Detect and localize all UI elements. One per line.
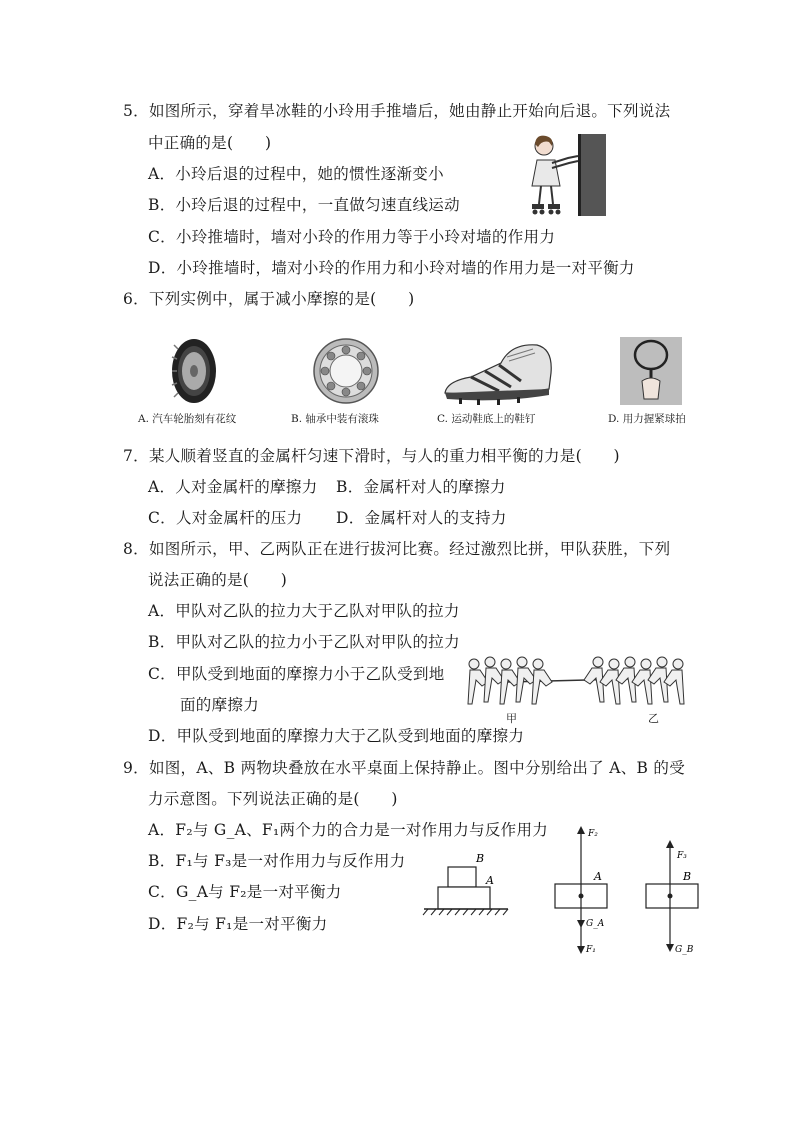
q7-option-d: D．金属杆对人的支持力 (336, 509, 507, 527)
label-gb: G_B (675, 945, 694, 955)
q9-stacked-blocks-figure (420, 845, 516, 917)
q6-caption-b: B. 轴承中装有滚珠 (291, 413, 379, 425)
q7-option-b: B．金属杆对人的摩擦力 (336, 478, 506, 496)
q8-option-c-line2: 面的摩擦力 (180, 696, 260, 714)
q9-option-a: A．F₂与 G_A、F₁两个力的合力是一对作用力与反作用力 (148, 821, 549, 839)
q9-option-b: B．F₁与 F₃是一对作用力与反作用力 (148, 852, 406, 870)
q5-stem-line2: 中正确的是( ) (148, 134, 272, 152)
q6-racket-grip-figure (620, 337, 682, 405)
label-b: B (476, 852, 485, 865)
label-b-diagram: B (683, 870, 692, 883)
q7-stem: 7．某人顺着竖直的金属杆匀速下滑时，与人的重力相平衡的力是( ) (123, 447, 620, 465)
q6-caption-d: D. 用力握紧球拍 (608, 413, 686, 425)
q5-option-b: B．小玲后退的过程中，一直做匀速直线运动 (148, 196, 460, 214)
q8-option-b: B．甲队对乙队的拉力小于乙队对甲队的拉力 (148, 633, 460, 651)
q6-running-shoe-figure (441, 335, 557, 407)
q8-option-d: D．甲队受到地面的摩擦力大于乙队受到地面的摩擦力 (148, 727, 525, 745)
q6-caption-c: C. 运动鞋底上的鞋钉 (437, 413, 536, 425)
label-a: A (486, 874, 494, 887)
q7-option-a: A．人对金属杆的摩擦力 (148, 478, 318, 496)
label-f1: F₁ (586, 945, 596, 955)
block-a (438, 887, 490, 909)
q8-team-label-jia: 甲 (506, 712, 517, 725)
q5-option-a: A．小玲后退的过程中，她的惯性逐渐变小 (148, 165, 444, 183)
q8-stem-line2: 说法正确的是( ) (148, 571, 288, 589)
q5-stem-line1: 5．如图所示，穿着旱冰鞋的小玲用手推墙后，她由静止开始向后退。下列说法 (123, 102, 671, 120)
q8-team-label-yi: 乙 (648, 712, 659, 725)
q6-ball-bearing-figure (308, 337, 384, 405)
q8-option-a: A．甲队对乙队的拉力大于乙队对甲队的拉力 (148, 602, 460, 620)
q8-option-c-line1: C．甲队受到地面的摩擦力小于乙队受到地 (148, 665, 445, 683)
q6-car-tire-figure (164, 337, 224, 405)
q9-option-c: C．G_A与 F₂是一对平衡力 (148, 883, 342, 901)
label-f3: F₃ (677, 851, 687, 861)
q6-stem: 6．下列实例中，属于减小摩擦的是( ) (123, 290, 415, 308)
q8-tug-of-war-figure (466, 652, 694, 710)
q7-option-c: C．人对金属杆的压力 (148, 509, 303, 527)
label-f2: F₂ (588, 829, 598, 839)
q9-stem-line2: 力示意图。下列说法正确的是( ) (148, 790, 398, 808)
q9-stem-line1: 9．如图，A、B 两物块叠放在水平桌面上保持静止。图中分别给出了 A、B 的受 (123, 759, 686, 777)
q9-option-d: D．F₂与 F₁是一对平衡力 (148, 915, 328, 933)
q5-option-c: C．小玲推墙时，墙对小玲的作用力等于小玲对墙的作用力 (148, 228, 556, 246)
label-a-diagram: A (594, 870, 602, 883)
label-ga: G_A (586, 919, 605, 929)
q6-caption-a: A. 汽车轮胎刻有花纹 (138, 413, 237, 425)
q9-force-diagram-a (548, 822, 614, 962)
q5-option-d: D．小玲推墙时，墙对小玲的作用力和小玲对墙的作用力是一对平衡力 (148, 259, 635, 277)
block-b (448, 867, 476, 887)
q9-force-diagram-b (640, 836, 706, 962)
q8-stem-line1: 8．如图所示，甲、乙两队正在进行拔河比赛。经过激烈比拼，甲队获胜，下列 (123, 540, 671, 558)
wall (580, 134, 606, 216)
q5-girl-pushing-wall-figure (522, 130, 608, 218)
